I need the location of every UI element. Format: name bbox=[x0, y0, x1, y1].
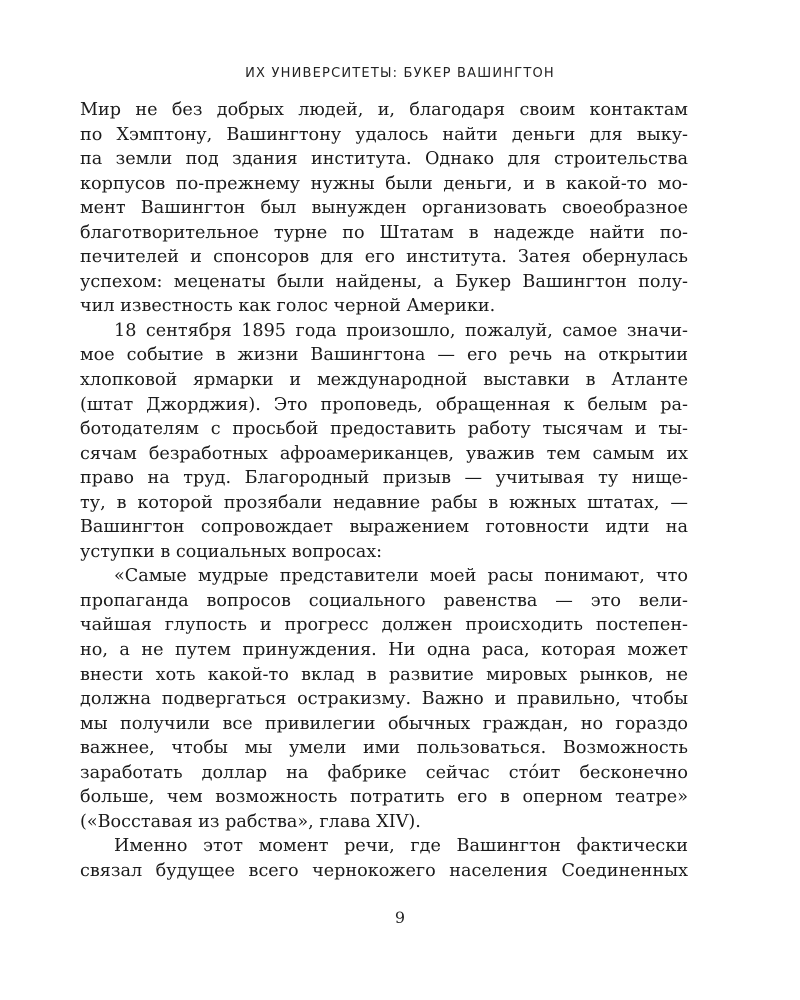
text-line: сячам безработных афроамериканцев, уважив тем самым их bbox=[80, 443, 688, 464]
text-line: право на труд. Благородный призыв — учитывая ту нище- bbox=[80, 468, 688, 489]
text-line: мое событие в жизни Вашингтона — его речь на открытии bbox=[80, 345, 688, 366]
text-line: Вашингтон сопровождает выражением готовности идти на bbox=[80, 517, 688, 538]
text-line: ту, в которой прозябали недавние рабы в южных штатах, — bbox=[80, 492, 688, 513]
text-line: успехом: меценаты были найдены, а Букер Вашингтон полу- bbox=[80, 271, 688, 292]
text-line: уступки в социальных вопросах: bbox=[80, 541, 383, 562]
quote-line: мы получили все привилегии обычных граждан, но гораздо bbox=[80, 713, 688, 734]
text-line: по Хэмптону, Вашингтону удалось найти деньги для выку- bbox=[80, 124, 688, 145]
quote-line: чайшая глупость и прогресс должен происходить постепен- bbox=[80, 615, 688, 636]
text-line: корпусов по-прежнему нужны были деньги, и в какой-то мо- bbox=[80, 173, 688, 194]
text-line: чил известность как голос черной Америки. bbox=[80, 296, 496, 317]
text-line: па земли под здания института. Однако для строительства bbox=[80, 149, 688, 170]
running-header: ИХ УНИВЕРСИТЕТЫ: БУКЕР ВАШИНГТОН bbox=[245, 66, 555, 81]
quote-line: «Самые мудрые представители моей расы понимают, что bbox=[114, 566, 688, 587]
quote-line: заработать доллар на фабрике сейчас сто́ит бесконечно bbox=[80, 762, 688, 783]
text-line: мент Вашингтон был вынужден организовать своеобразное bbox=[80, 198, 688, 219]
text-line: хлопковой ярмарки и международной выставки в Атланте bbox=[80, 370, 688, 391]
text-line: Мир не без добрых людей, и, благодаря своим контактам bbox=[80, 100, 688, 120]
text-line: 18 сентября 1895 года произошло, пожалуй, самое значи- bbox=[114, 320, 688, 341]
quote-line: но, а не путем принуждения. Ни одна раса, которая может bbox=[80, 640, 688, 661]
body-text bbox=[80, 98, 688, 884]
quote-line: больше, чем возможность потратить его в оперном театре» bbox=[80, 787, 688, 808]
quote-line: внести хоть какой-то вклад в развитие мировых рынков, не bbox=[80, 664, 688, 685]
quote-line: должна подвергаться остракизму. Важно и правильно, чтобы bbox=[80, 689, 688, 710]
text-line: (штат Джорджия). Это проповедь, обращенная к белым ра- bbox=[80, 394, 688, 415]
quote-line: важнее, чтобы мы умели ими пользоваться. Возможность bbox=[80, 738, 688, 759]
text-line: Именно этот момент речи, где Вашингтон фактически bbox=[114, 836, 688, 857]
text-line: благотворительное турне по Штатам в надежде найти по- bbox=[80, 222, 688, 243]
quote-line: пропаганда вопросов социального равенства — это вели- bbox=[80, 590, 688, 611]
text-line: печителей и спонсоров для его института. Затея обернулась bbox=[80, 247, 688, 268]
quote-source-line: («Восставая из рабства», глава XIV). bbox=[80, 811, 421, 832]
text-line: ботодателям с просьбой предоставить работу тысячам и ты- bbox=[80, 419, 688, 440]
text-line: связал будущее всего чернокожего населения Соединенных bbox=[80, 860, 688, 881]
page-number: 9 bbox=[394, 908, 406, 927]
